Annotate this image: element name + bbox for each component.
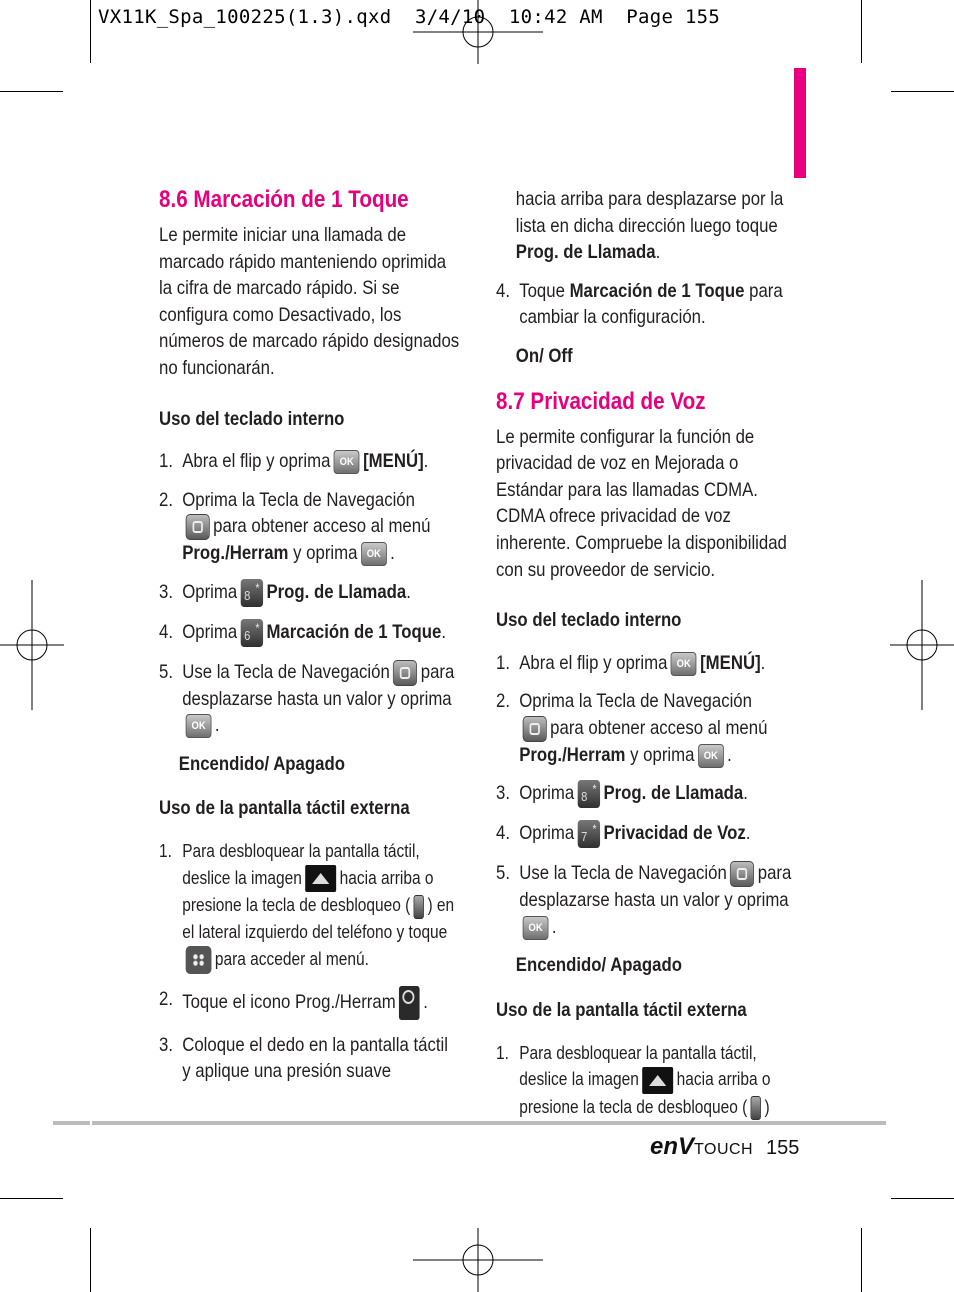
section-heading-8-7: 8.7 Privacidad de Voz: [496, 387, 706, 415]
registration-mark-top: [413, 0, 543, 64]
section-tab: [794, 68, 806, 178]
ok-key-icon: OK: [186, 714, 212, 738]
section-heading-8-6: 8.6 Marcación de 1 Toque: [159, 186, 409, 213]
intro-paragraph: Le permite configurar la función de privacidad de voz en Mejorada o Estándar para las llamadas CDMA. CDMA ofrece privacidad de voz inherente. Compruebe la disponibilidad con su proveedor de servicio.: [496, 425, 787, 581]
nav-key-icon: [730, 861, 754, 887]
step-2: 2. Oprima la Tecla de Navegación para obtener acceso al menú Prog./Herram y oprima OK .: [159, 488, 431, 565]
step-5: 5. Use la Tecla de Navegación para desplazarse hasta un valor y oprimaOK .: [159, 660, 455, 737]
page-number: 155: [766, 1137, 800, 1159]
step-3: 3. Oprima 8 * Prog. de Llamada.: [159, 579, 460, 607]
ok-key-icon: OK: [671, 652, 697, 676]
menu-icon: [186, 946, 212, 974]
key-6-icon: 6 *: [241, 619, 263, 647]
registration-mark-bottom: [413, 1228, 543, 1292]
step-2: 2. Oprima la Tecla de Navegación para obtener acceso al menú Prog./Herram y oprima OK .: [496, 690, 768, 766]
subheading-external-touch: Uso de la pantalla táctil externa: [159, 797, 410, 820]
crop-mark: [891, 91, 954, 92]
unlock-arrow-icon: [642, 1067, 673, 1094]
lock-key-icon: [414, 895, 424, 919]
step-4-toggle: 4. Toque Marcación de 1 Toque para cambiar la configuración.: [496, 279, 783, 329]
crop-mark: [891, 1198, 954, 1199]
key-7-icon: 7 *: [578, 820, 600, 848]
crop-mark: [0, 1198, 63, 1199]
option-values: Encendido/ Apagado: [178, 752, 345, 775]
intro-paragraph: Le permite iniciar una llamada de marcado rápido manteniendo oprimida la cifra de marcado rápido. Si se configura como Desactivado, los números de marcado rápido designados no funcionarán.: [159, 224, 460, 379]
nav-key-icon: [186, 514, 210, 540]
registration-mark-left: [0, 580, 64, 710]
step-4: 4. Oprima 6 * Marcación de 1 Toque.: [159, 619, 460, 647]
key-8-icon: 8 *: [241, 579, 263, 607]
right-column: [496, 186, 797, 1133]
ok-key-icon: OK: [361, 542, 387, 566]
continued-step: hacia arriba para desplazarse por la lista en dicha dirección luego toque Prog. de Llamada.: [515, 188, 784, 264]
touch-step-3: 3. Coloque el dedo en la pantalla táctil y aplique una presión suave: [159, 1033, 448, 1083]
subheading-internal-keypad: Uso del teclado interno: [496, 609, 682, 632]
option-values: Encendido/ Apagado: [515, 954, 682, 977]
left-column: [159, 186, 460, 1097]
step-1: 1. Abra el flip y oprima OK [MENÚ].: [159, 450, 429, 473]
option-values-on-off: On/ Off: [515, 344, 573, 367]
step-3: 3. Oprima 8 * Prog. de Llamada.: [496, 780, 797, 808]
file-header: VX11K_Spa_100225(1.3).qxd 3/4/10 10:42 AM Page 155: [98, 6, 721, 28]
nav-key-icon: [523, 716, 547, 742]
footer-rule: [92, 1121, 886, 1125]
step-1: 1. Abra el flip y oprima OK [MENÚ].: [496, 651, 766, 674]
nav-key-icon: [393, 660, 417, 686]
subheading-internal-keypad: Uso del teclado interno: [159, 407, 345, 430]
unlock-arrow-icon: [305, 865, 336, 892]
touch-step-1: 1. Para desbloquear la pantalla táctil, deslice la imagen hacia arriba o presione la tecla de desbloqueo ( ) en el lateral izquierdo del teléfono y toquepara acceder al menú.: [159, 838, 460, 974]
ok-key-icon: OK: [523, 916, 549, 940]
crop-mark: [90, 0, 91, 63]
crop-mark: [90, 1228, 91, 1292]
step-5: 5. Use la Tecla de Navegación para desplazarse hasta un valor y oprimaOK .: [496, 862, 792, 938]
crop-mark: [861, 0, 862, 63]
registration-mark-right: [890, 580, 954, 710]
tools-icon: [399, 986, 420, 1020]
touch-step-2: 2. Toque el icono Prog./Herram .: [159, 986, 460, 1020]
footer-rule: [53, 1121, 90, 1125]
brand-logo: enVTOUCH: [650, 1133, 754, 1160]
ok-key-icon: OK: [698, 744, 724, 768]
lock-key-icon: [751, 1096, 761, 1120]
crop-mark: [861, 1228, 862, 1292]
crop-mark: [0, 91, 63, 92]
key-8-icon: 8 *: [578, 780, 600, 808]
subheading-external-touch: Uso de la pantalla táctil externa: [496, 998, 747, 1021]
touch-step-1: 1. Para desbloquear la pantalla táctil, deslice la imagen hacia arriba o presione la tecla de desbloqueo ( ): [496, 1040, 797, 1121]
step-4: 4. Oprima 7 * Privacidad de Voz.: [496, 820, 797, 848]
ok-key-icon: OK: [334, 450, 360, 474]
